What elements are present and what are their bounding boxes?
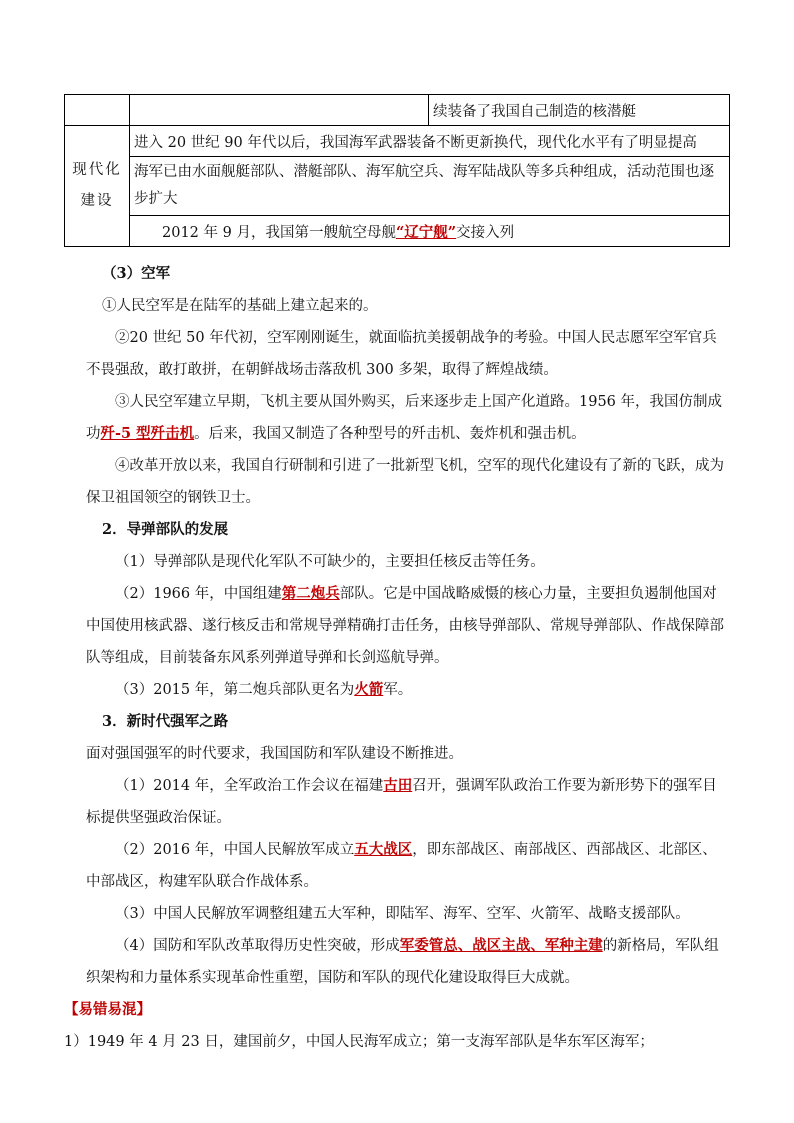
paragraph: （4）国防和军队改革取得历史性突破，形成军委管总、战区主战、军种主建的新格局，军队组织架构和力量体系实现革命性重塑，国防和军队的现代化建设取得巨大成就。 <box>86 937 719 986</box>
key-term: 军委管总、战区主战、军种主建 <box>399 937 603 954</box>
paragraph: ③人民空军建立早期，飞机主要从国外购买，后来逐步走上国产化道路。1956 年，我国仿制成功歼-5 型歼击机。后来，我国又制造了各种型号的歼击机、轰炸机和强击机。 <box>86 394 723 442</box>
paragraph: ②20 世纪 50 年代初，空军刚刚诞生，就面临抗美援朝战争的考验。中国人民志愿军空军官兵不畏强敌，敢打敢拼，在朝鲜战场击落敌机 300 多架，取得了辉煌战绩。 <box>86 330 717 378</box>
table-cell: 海军已由水面舰艇部队、潜艇部队、海军航空兵、海军陆战队等多兵种组成，活动范围也逐步扩大 <box>130 157 730 216</box>
paragraph: 1）1949 年 4 月 23 日，建国前夕，中国人民海军成立；第一支海军部队是华东军区海军； <box>64 1034 654 1050</box>
paragraph: （1）2014 年，全军政治工作会议在福建古田召开，强调军队政治工作要为新形势下的强军目标提供坚强政治保证。 <box>86 777 717 826</box>
paragraph: （2）2016 年，中国人民解放军成立五大战区，即东部战区、南部战区、西部战区、北部区、中部战区，构建军队联合作战体系。 <box>86 841 717 890</box>
key-term: 五大战区 <box>354 841 413 858</box>
key-term: 火箭 <box>354 681 384 698</box>
paragraph: （3）中国人民解放军调整组建五大军种，即陆军、海军、空军、火箭军、战略支援部队。 <box>115 906 690 922</box>
key-term: 古田 <box>383 777 413 794</box>
table-cell: 进入 20 世纪 90 年代以后，我国海军武器装备不断更新换代，现代化水平有了明显提高 <box>130 126 730 157</box>
table-row <box>65 126 730 157</box>
table-row <box>65 95 730 126</box>
paragraph: ①人民空军是在陆军的基础上建立起来的。 <box>102 298 378 314</box>
table-row <box>65 157 730 216</box>
table-cell: 续装备了我国自己制造的核潜艇 <box>429 95 730 126</box>
table-cell-empty <box>65 95 130 126</box>
key-term: 歼-5 型歼击机 <box>100 425 195 442</box>
section-heading: 2．导弹部队的发展 <box>102 521 229 538</box>
paragraph: 面对强国强军的时代要求，我国国防和军队建设不断推进。 <box>86 746 463 762</box>
section-heading: （3）空军 <box>102 265 171 282</box>
paragraph: （3）2015 年，第二炮兵部队更名为火箭军。 <box>115 681 413 698</box>
table-cell-empty <box>130 95 429 126</box>
errors-label: 【易错易混】 <box>64 1001 151 1018</box>
key-term: 第二炮兵 <box>281 585 340 602</box>
paragraph: （1）导弹部队是现代化军队不可缺少的，主要担任核反击等任务。 <box>115 554 545 570</box>
table-row <box>65 216 730 247</box>
table-row-header: 现代化建设 <box>65 126 130 247</box>
table-cell: 2012 年 9 月，我国第一艘航空母舰“辽宁舰”交接入列 <box>130 216 730 247</box>
section-heading: 3．新时代强军之路 <box>102 713 229 730</box>
paragraph: （2）1966 年，中国组建第二炮兵部队。它是中国战略威慑的核心力量，主要担负遏制他国对中国使用核武器、遂行核反击和常规导弹精确打击任务，由核导弹部队、常规导弹部队、作战保障部队等组成，目前装备东风系列弹道导弹和长剑巡航导弹。 <box>86 585 724 666</box>
body-text <box>64 258 730 1058</box>
paragraph: ④改革开放以来，我国自行研制和引进了一批新型飞机，空军的现代化建设有了新的飞跃，成为保卫祖国领空的钢铁卫士。 <box>86 458 724 506</box>
navy-modernization-table <box>64 94 730 247</box>
key-term: “辽宁舰” <box>395 223 457 241</box>
